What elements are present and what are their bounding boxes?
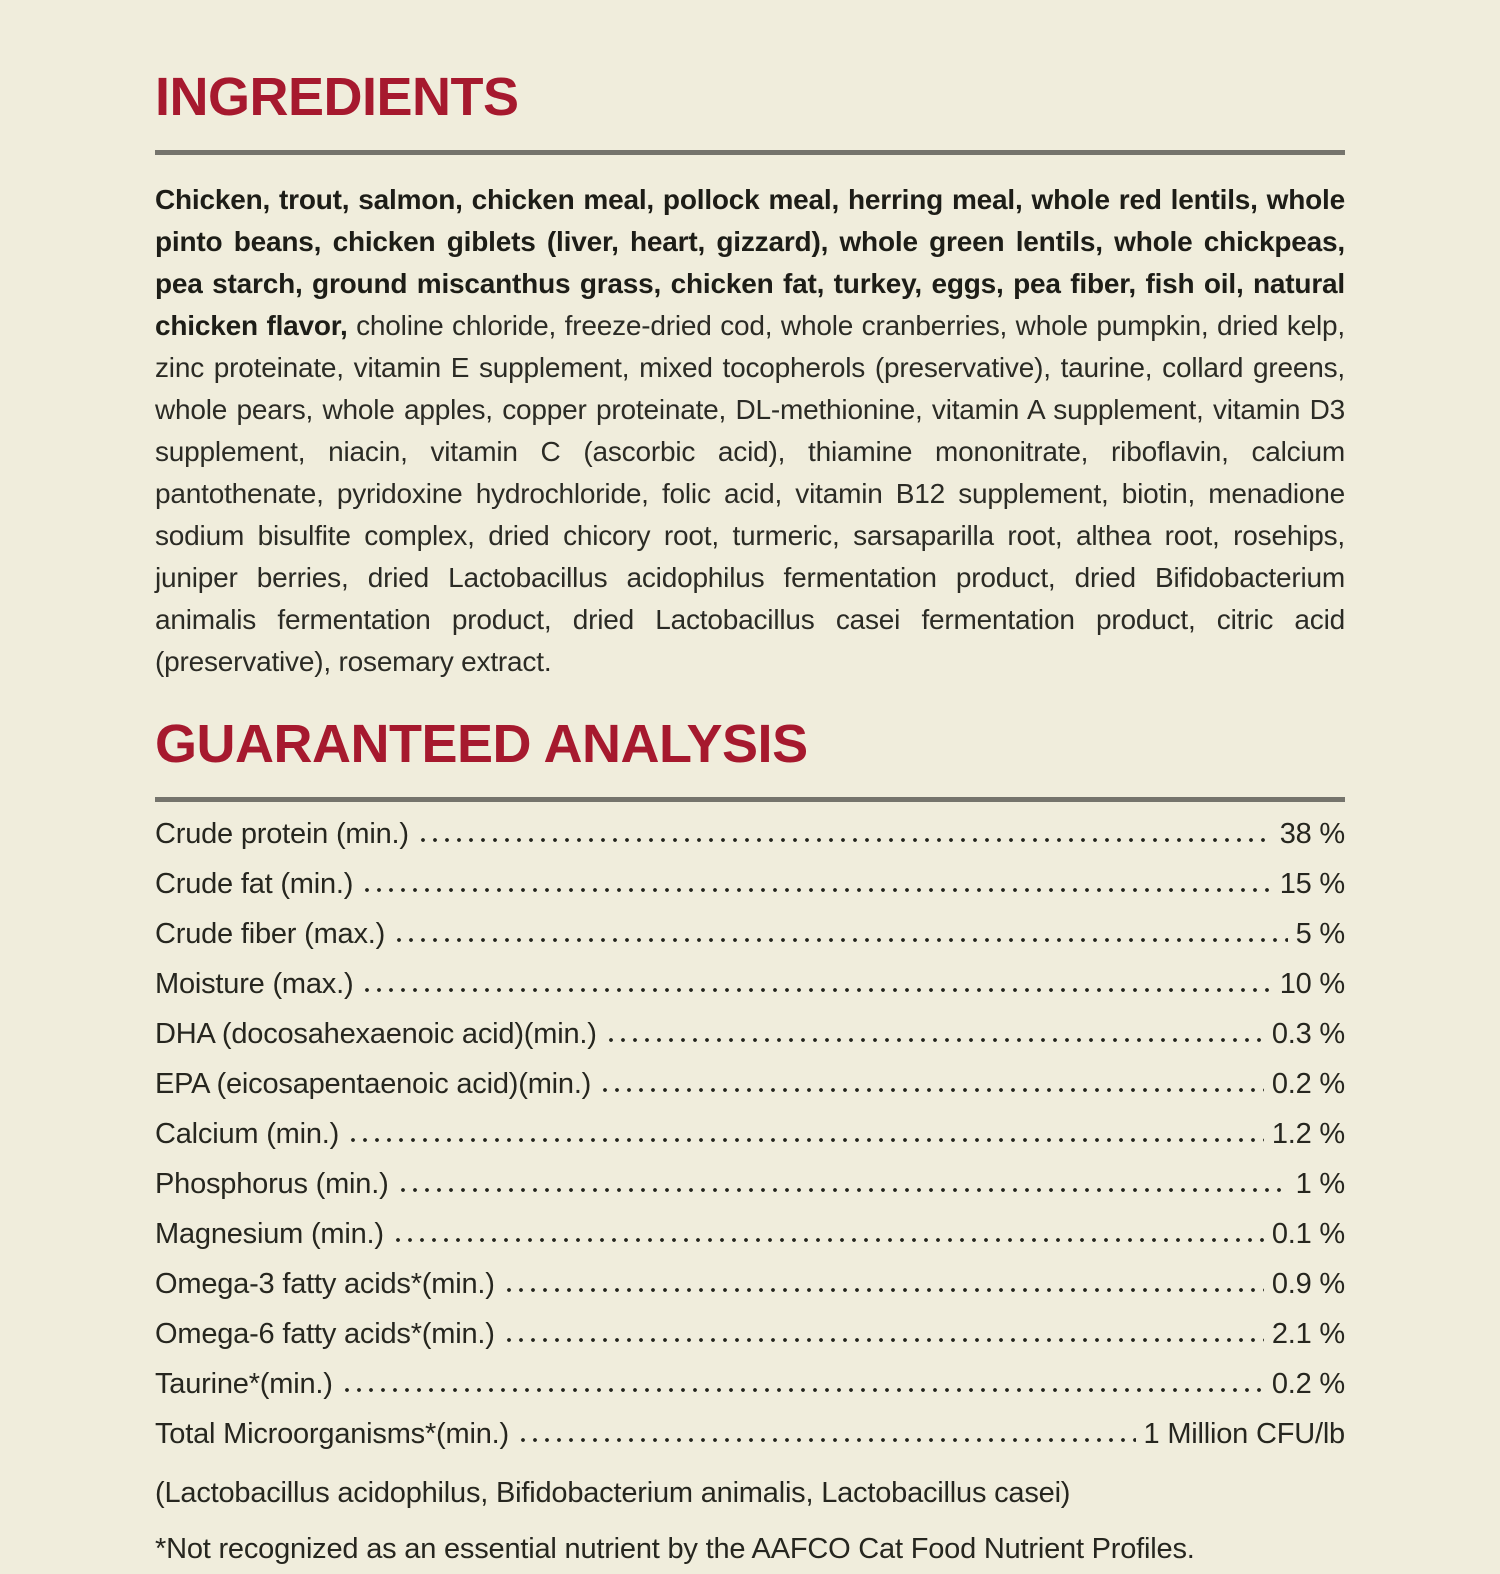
analysis-value: 15 % [1279, 868, 1345, 900]
dot-leader [503, 1287, 1264, 1293]
analysis-label: DHA (docosahexaenoic acid)(min.) [155, 1018, 597, 1050]
analysis-label: Moisture (max.) [155, 968, 354, 1000]
dot-leader [599, 1087, 1264, 1093]
analysis-row-magnesium [155, 1218, 1345, 1268]
analysis-value: 0.3 % [1271, 1018, 1345, 1050]
analysis-value: 10 % [1279, 968, 1345, 1000]
analysis-value: 0.9 % [1271, 1268, 1345, 1300]
analysis-label: Taurine*(min.) [155, 1368, 333, 1400]
analysis-label: Omega-3 fatty acids*(min.) [155, 1268, 495, 1300]
analysis-label: Magnesium (min.) [155, 1218, 384, 1250]
analysis-label: Crude protein (min.) [155, 818, 409, 850]
dot-leader [392, 1237, 1264, 1243]
analysis-value: 0.1 % [1271, 1218, 1345, 1250]
analysis-label: Crude fiber (max.) [155, 918, 386, 950]
analysis-value: 5 % [1295, 918, 1345, 950]
analysis-row-crude-fat [155, 868, 1345, 918]
dot-leader [605, 1037, 1264, 1043]
analysis-value: 2.1 % [1271, 1318, 1345, 1350]
analysis-row-crude-protein [155, 818, 1345, 868]
ingredients-section [155, 67, 1345, 683]
aafco-footnote: *Not recognized as an essential nutrient by the AAFCO Cat Food Nutrient Profiles. [155, 1533, 1195, 1565]
analysis-row-omega6 [155, 1318, 1345, 1368]
guaranteed-analysis-table [155, 818, 1345, 1468]
analysis-row-moisture [155, 968, 1345, 1018]
analysis-label: Total Microorganisms*(min.) [155, 1418, 509, 1450]
ingredients-secondary-list: choline chloride, freeze-dried cod, whole cranberries, whole pumpkin, dried kelp, zinc proteinate, vitamin E supplement, mixed tocopherols (preservative), taurine, collard greens, whole pears, whole apples, copper proteinate, DL-methionine, vitamin A supplement, vitamin D3 supplement, niacin, vitamin C (ascorbic acid), thiamine mononitrate, riboflavin, calcium pantothenate, pyridoxine hydrochloride, folic acid, vitamin B12 supplement, biotin, menadione sodium bisulfite complex, dried chicory root, turmeric, sarsaparilla root, althea root, rosehips, juniper berries, dried Lactobacillus acidophilus fermentation product, dried Bifidobacterium animalis fermentation product, dried Lactobacillus casei fermentation product, citric acid (preservative), rosemary extract. [155, 310, 1345, 677]
analysis-row-epa [155, 1068, 1345, 1118]
microorganisms-note: (Lactobacillus acidophilus, Bifidobacterium animalis, Lactobacillus casei) [155, 1477, 1071, 1509]
analysis-row-omega3 [155, 1268, 1345, 1318]
dot-leader [341, 1387, 1264, 1393]
dot-leader [361, 887, 1271, 893]
ingredients-text [155, 179, 1345, 683]
ingredients-primary-list: Chicken, trout, salmon, chicken meal, pollock meal, herring meal, whole red lentils, whole pinto beans, chicken giblets (liver, heart, gizzard), whole green lentils, whole chickpeas, pea starch, ground miscanthus grass, chicken fat, turkey, eggs, pea fiber, fish oil, natural chicken flavor, [155, 184, 1345, 341]
dot-leader [393, 937, 1288, 943]
analysis-row-total-microorganisms [155, 1418, 1345, 1468]
analysis-value: 0.2 % [1271, 1068, 1345, 1100]
analysis-value: 1.2 % [1271, 1118, 1345, 1150]
analysis-label: Calcium (min.) [155, 1118, 340, 1150]
analysis-label: Phosphorus (min.) [155, 1168, 389, 1200]
analysis-row-phosphorus [155, 1168, 1345, 1218]
ingredients-heading: INGREDIENTS [155, 67, 519, 127]
dot-leader [417, 837, 1272, 843]
analysis-label: Omega-6 fatty acids*(min.) [155, 1318, 495, 1350]
guaranteed-analysis-divider [155, 797, 1345, 802]
analysis-value: 38 % [1279, 818, 1345, 850]
dot-leader [361, 987, 1271, 993]
guaranteed-analysis-section [155, 714, 1345, 1574]
dot-leader [517, 1437, 1136, 1443]
analysis-row-taurine [155, 1368, 1345, 1418]
dot-leader [347, 1137, 1264, 1143]
analysis-row-dha [155, 1018, 1345, 1068]
guaranteed-analysis-heading: GUARANTEED ANALYSIS [155, 714, 808, 774]
ingredients-divider [155, 150, 1345, 155]
dot-leader [503, 1337, 1264, 1343]
analysis-label: Crude fat (min.) [155, 868, 354, 900]
analysis-label: EPA (eicosapentaenoic acid)(min.) [155, 1068, 592, 1100]
analysis-value: 0.2 % [1271, 1368, 1345, 1400]
dot-leader [397, 1187, 1288, 1193]
analysis-row-crude-fiber [155, 918, 1345, 968]
analysis-value: 1 Million CFU/lb [1143, 1418, 1345, 1450]
analysis-value: 1 % [1295, 1168, 1345, 1200]
analysis-row-calcium [155, 1118, 1345, 1168]
